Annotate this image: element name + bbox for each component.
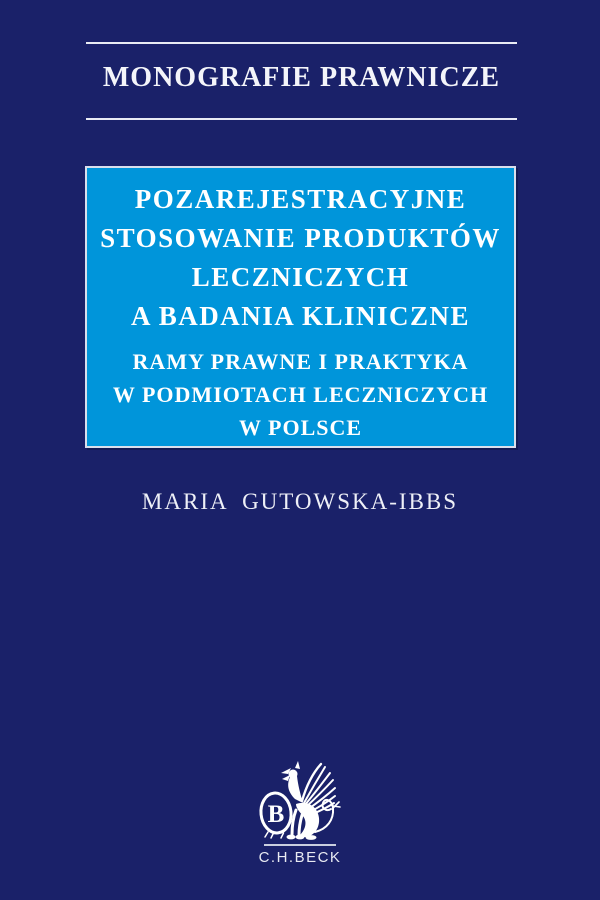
author-name: MARIA GUTOWSKA-IBBS <box>141 489 459 514</box>
title-line: STOSOWANIE PRODUKTÓW <box>100 223 501 253</box>
book-subtitle <box>87 345 514 444</box>
subtitle-line: RAMY PRAWNE I PRAKTYKA <box>132 349 469 374</box>
title-line: A BADANIA KLINICZNE <box>130 301 471 331</box>
logo-divider <box>264 844 336 846</box>
title-line: LECZNICZYCH <box>191 262 410 292</box>
top-divider <box>86 42 517 44</box>
title-box <box>85 166 516 448</box>
subtitle-line: W POLSCE <box>238 415 363 440</box>
beck-griffin-icon <box>255 758 345 842</box>
title-line: POZAREJESTRACYJNE <box>134 184 467 214</box>
series-divider <box>86 118 517 120</box>
subtitle-line: W PODMIOTACH LECZNICZYCH <box>112 382 489 407</box>
publisher-logo <box>0 758 600 866</box>
publisher-monogram: B <box>267 801 285 828</box>
publisher-name: C.H.BECK <box>258 849 342 866</box>
book-title <box>87 180 514 336</box>
series-title: MONOGRAFIE PRAWNICZE <box>102 62 501 93</box>
